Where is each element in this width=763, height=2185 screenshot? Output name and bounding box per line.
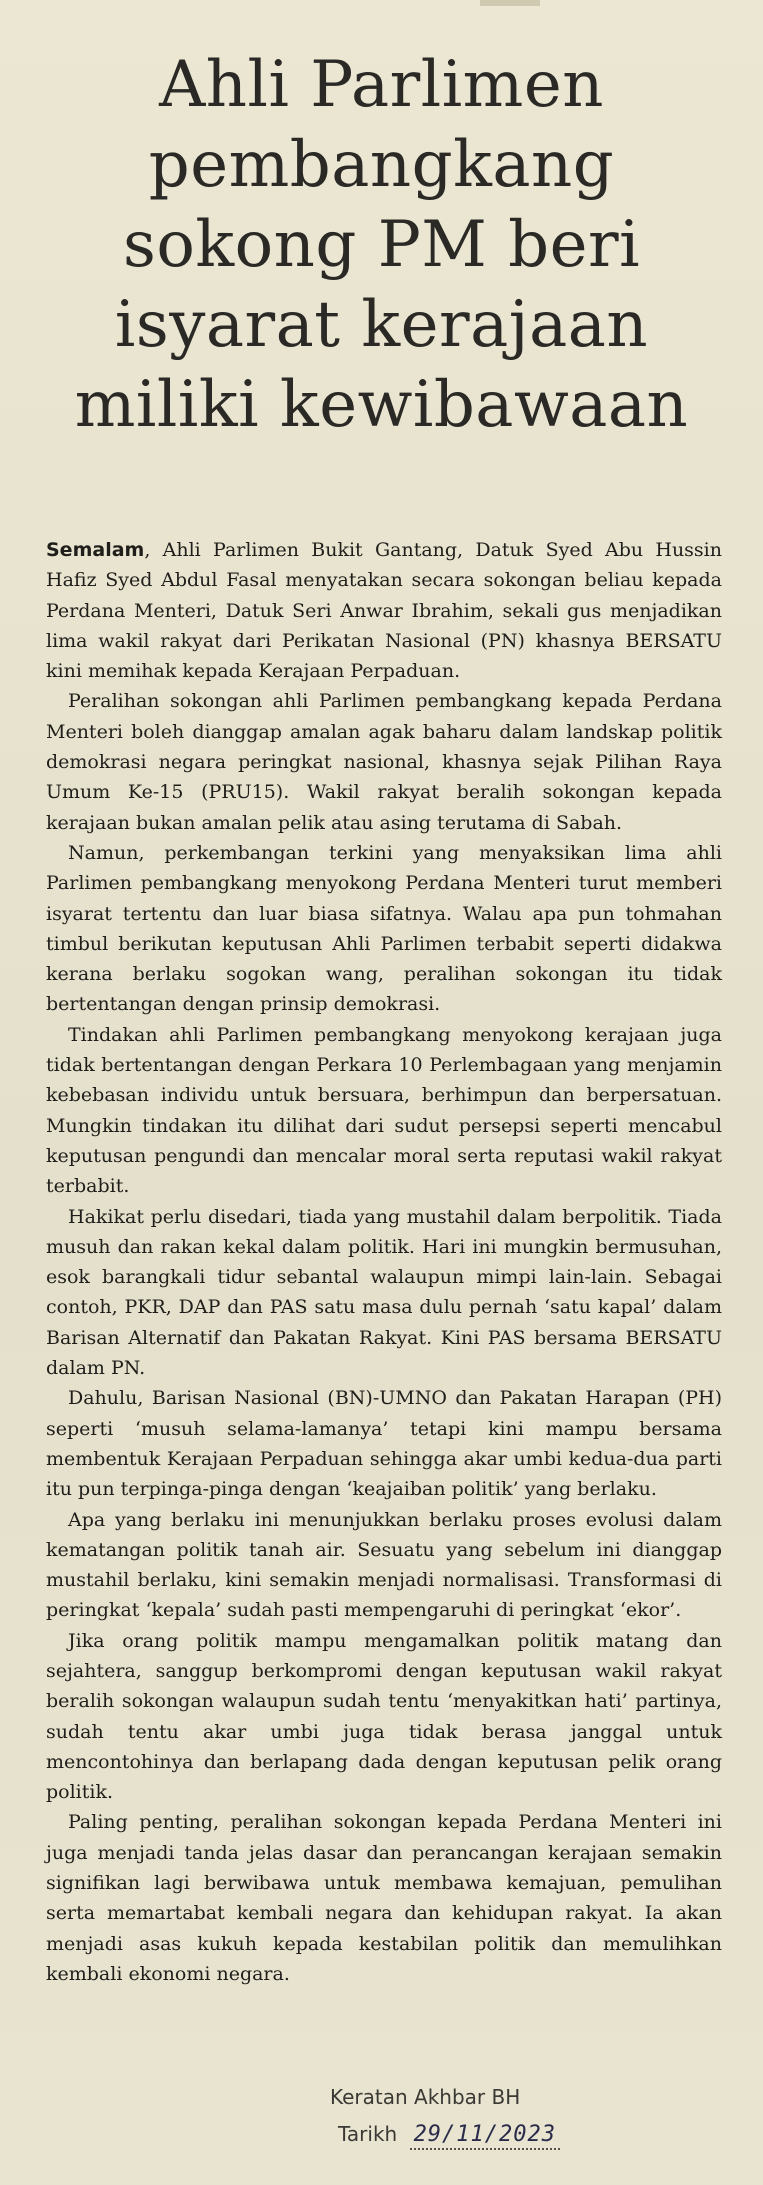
source-stamp: Keratan Akhbar BH bbox=[330, 2085, 521, 2109]
headline-line: isyarat kerajaan bbox=[114, 288, 649, 362]
article-paragraph: Apa yang berlaku ini menunjukkan berlaku proses evolusi dalam kematangan politik tanah air. Sesuatu yang sebelum ini dianggap mustahil berlaku, kini semakin menjadi normalisasi. Transformasi di peringkat ‘kepala’ sudah pasti mempengaruhi di peringkat ‘ekor’. bbox=[46, 1508, 722, 1622]
article-paragraph bbox=[46, 535, 722, 686]
headline-line: Ahli Parlimen bbox=[159, 48, 604, 122]
headline bbox=[40, 45, 723, 445]
headline-line: sokong PM beri bbox=[122, 208, 641, 282]
paragraph-text: , Ahli Parlimen Bukit Gantang, Datuk Syed Abu Hussin Hafiz Syed Abdul Fasal menyatakan secara sokongan beliau kepada Perdana Menteri, Datuk Seri Anwar Ibrahim, sekali gus menjadikan lima wakil rakyat dari Perikatan Nasional (PN) khasnya BERSATU kini memihak kepada Kerajaan Perpaduan. bbox=[46, 539, 722, 683]
article-paragraph: Peralihan sokongan ahli Parlimen pembangkang kepada Perdana Menteri boleh dianggap amalan agak baharu dalam landskap politik demokrasi negara peringkat nasional, khasnya sejak Pilihan Raya Umum Ke-15 (PRU15). Wakil rakyat beralih sokongan kepada kerajaan bukan amalan pelik atau asing terutama di Sabah. bbox=[46, 690, 722, 834]
article-paragraph: Paling penting, peralihan sokongan kepada Perdana Menteri ini juga menjadi tanda jelas dasar dan perancangan kerajaan semakin signifikan lagi berwibawa untuk membawa kemajuan, pemulihan serta memartabat kembali negara dan kehidupan rakyat. Ia akan menjadi asas kukuh kepada kestabilan politik dan memulihkan kembali ekonomi negara. bbox=[46, 1811, 722, 1985]
lead-word: Semalam bbox=[46, 539, 145, 561]
article-body bbox=[46, 535, 722, 1989]
headline-line: miliki kewibawaan bbox=[74, 368, 689, 442]
article-paragraph: Dahulu, Barisan Nasional (BN)-UMNO dan Pakatan Harapan (PH) seperti ‘musuh selama-lamanya’ tetapi kini mampu bersama membentuk Kerajaan Perpaduan sehingga akar umbi kedua-dua parti itu pun terpinga-pinga dengan ‘keajaiban politik’ yang berlaku. bbox=[46, 1387, 722, 1501]
clipping-edge-fragment bbox=[480, 0, 540, 6]
date-stamp bbox=[338, 2122, 560, 2150]
handwritten-date: 29/11/2023 bbox=[410, 2122, 560, 2150]
date-label: Tarikh bbox=[338, 2122, 398, 2146]
article-paragraph: Namun, perkembangan terkini yang menyaksikan lima ahli Parlimen pembangkang menyokong Perdana Menteri turut memberi isyarat tertentu dan luar biasa sifatnya. Walau apa pun tohmahan timbul berikutan keputusan Ahli Parlimen terbabit seperti didakwa kerana berlaku sogokan wang, peralihan sokongan itu tidak bertentangan dengan prinsip demokrasi. bbox=[46, 841, 722, 1016]
article-paragraph: Hakikat perlu disedari, tiada yang mustahil dalam berpolitik. Tiada musuh dan rakan kekal dalam politik. Hari ini mungkin bermusuhan, esok barangkali tidur sebantal walaupun mimpi lain-lain. Sebagai contoh, PKR, DAP dan PAS satu masa dulu pernah ‘satu kapal’ dalam Barisan Alternatif dan Pakatan Rakyat. Kini PAS bersama BERSATU dalam PN. bbox=[46, 1205, 722, 1380]
headline-line: pembangkang bbox=[148, 128, 615, 202]
article-paragraph: Tindakan ahli Parlimen pembangkang menyokong kerajaan juga tidak bertentangan dengan Perkara 10 Perlembagaan yang menjamin kebebasan individu untuk bersuara, berhimpun dan berpersatuan. Mungkin tindakan itu dilihat dari sudut persepsi seperti mencabul keputusan pengundi dan mencalar moral serta reputasi wakil rakyat terbabit. bbox=[46, 1023, 722, 1198]
article-paragraph: Jika orang politik mampu mengamalkan politik matang dan sejahtera, sanggup berkompromi dengan keputusan wakil rakyat beralih sokongan walaupun sudah tentu ‘menyakitkan hati’ partinya, sudah tentu akar umbi juga tidak berasa janggal untuk mencontohinya dan berlapang dada dengan keputusan pelik orang politik. bbox=[46, 1629, 722, 1804]
